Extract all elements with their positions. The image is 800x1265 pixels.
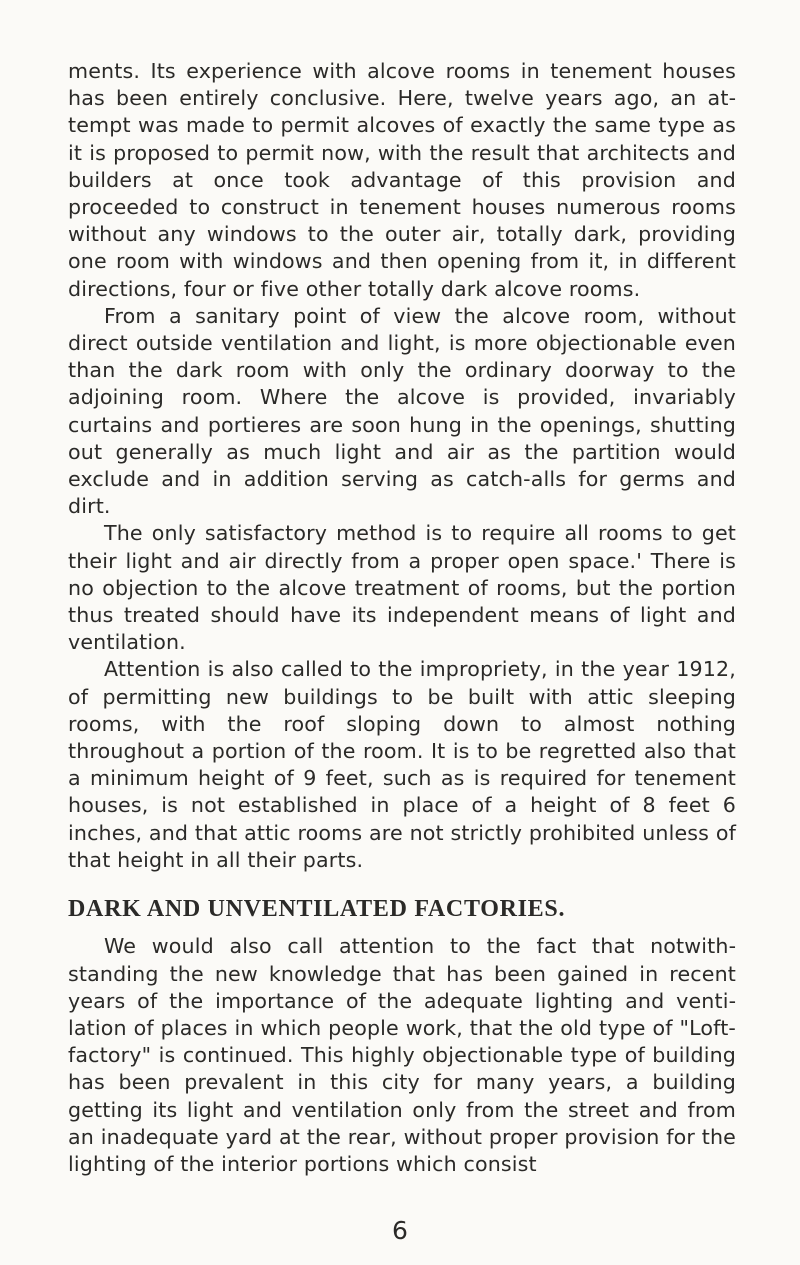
section-heading — [68, 896, 736, 923]
paragraph-4: Attention is also called to the impropriety, in the year 1912, of permitting new buildings to be built with attic sleeping rooms, with the roof sloping down to almost nothing throughout a portion of the room. It is to be regretted also that a minimum height of 9 feet, such as is required for tenement houses, is not established in place of a height of 8 feet 6 inches, and that attic rooms are not strictly prohibited unless of that height in all their parts. — [68, 657, 736, 872]
page-number: 6 — [392, 1216, 408, 1245]
body-text — [68, 58, 736, 1178]
paragraph-2: From a sanitary point of view the alcove room, without direct outside ventilation and light, is more objectionable even than the dark room with only the ordinary doorway to the adjoining room. Where the alcove is provided, invariably curtains and portieres are soon hung in the openings, shutting out generally as much light and air as the partition would exclude and in addition serving as catch-alls for germs and dirt. — [68, 303, 736, 519]
section-heading-text: DARK AND UNVENTILATED FACTORIES. — [68, 896, 566, 923]
paragraph-5: We would also call attention to the fact that notwithstanding the new knowledge that has been gained in recent years of the importance of the adequate lighting and ventilation of places in which people work, that the old type of "Loft-factory" is continued. This highly objectionable type of building has been prevalent in this city for many years, a building getting its light and ventilation only from the street and from an inadequate yard at the rear, without proper provision for the lighting of the interior portions which consist — [68, 934, 736, 1176]
paragraph-3: The only satisfactory method is to require all rooms to get their light and air directly from a proper open space.' There is no objection to the alcove treatment of rooms, but the portion thus treated should have its independent means of light and ventilation. — [68, 521, 736, 655]
paragraph-1: ments. Its experience with alcove rooms in tenement houses has been entirely conclusive. Here, twelve years ago, an attempt was made to permit alcoves of exactly the same type as it is proposed to permit now, with the result that architects and builders at once took advantage of this provision and proceeded to construct in tenement houses numerous rooms without any windows to the outer air, totally dark, providing one room with windows and then opening from it, in different directions, four or five other totally dark alcove rooms. — [68, 59, 736, 301]
